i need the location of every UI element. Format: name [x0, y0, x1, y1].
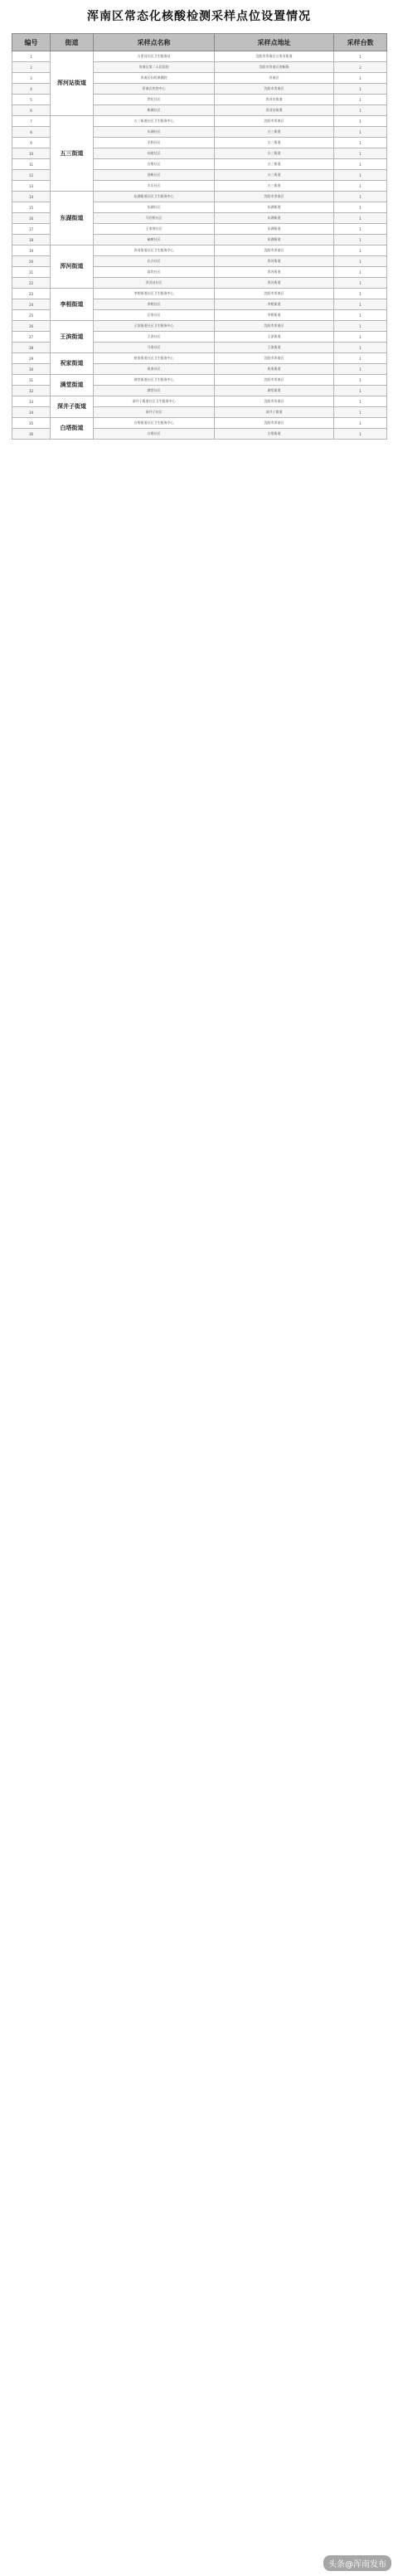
cell-site: 深井子社区: [94, 407, 215, 418]
cell-address: 东湖街道: [215, 213, 334, 224]
cell-address: 深井子街道: [215, 407, 334, 418]
cell-street: 东湖街道: [51, 192, 94, 245]
cell-address: 满堂街道: [215, 386, 334, 396]
cell-site: 创新社区: [94, 170, 215, 181]
cell-address: 五三街道: [215, 127, 334, 138]
cell-count: 1: [334, 418, 387, 429]
table-row: [12, 116, 387, 127]
cell-address: 浑南区: [215, 73, 334, 84]
cell-no: 25: [12, 310, 51, 321]
cell-address: 沈阳市浑南区: [215, 418, 334, 429]
cell-site: 祝家街道社区卫生服务中心: [94, 353, 215, 364]
cell-address: 沈阳市浑南区: [215, 396, 334, 407]
cell-street: 浑河街道: [51, 245, 94, 289]
cell-no: 4: [12, 84, 51, 95]
cell-site: 汪家社区: [94, 310, 215, 321]
cell-address: 沈阳市浑南区: [215, 289, 334, 299]
watermark-text: 头条@浑南发布: [328, 2560, 386, 2569]
table-row: [12, 353, 387, 364]
cell-site: 丰乐社区: [94, 181, 215, 192]
watermark: [323, 2555, 391, 2571]
table-body: [12, 51, 387, 440]
cell-no: 18: [12, 235, 51, 245]
cell-count: 1: [334, 289, 387, 299]
cell-site: 东湖街道社区卫生服务中心: [94, 192, 215, 202]
cell-no: 29: [12, 353, 51, 364]
cell-count: 1: [334, 299, 387, 310]
cell-address: 五三街道: [215, 181, 334, 192]
cell-no: 21: [12, 267, 51, 278]
cell-site: 满堂街道社区卫生服务中心: [94, 375, 215, 386]
cell-site: 东陵社区: [94, 148, 215, 159]
cell-no: 8: [12, 127, 51, 138]
table-row: [12, 375, 387, 386]
cell-site: 马家社区: [94, 343, 215, 353]
cell-no: 5: [12, 95, 51, 105]
cell-street: 浑河站街道: [51, 51, 94, 116]
cell-no: 22: [12, 278, 51, 289]
cell-count: 1: [334, 138, 387, 148]
cell-count: 1: [334, 375, 387, 386]
cell-count: 1: [334, 386, 387, 396]
table-row: [12, 192, 387, 202]
cell-count: 1: [334, 224, 387, 235]
cell-count: 2: [334, 62, 387, 73]
cell-site: 五里河社区卫生服务站: [94, 51, 215, 62]
cell-no: 23: [12, 289, 51, 299]
cell-address: 沈阳市浑南区: [215, 245, 334, 256]
cell-no: 34: [12, 407, 51, 418]
cell-no: 35: [12, 418, 51, 429]
cell-street: 深井子街道: [51, 396, 94, 418]
cell-no: 15: [12, 202, 51, 213]
cell-address: 五三街道: [215, 170, 334, 181]
cell-site: 浑南区妇幼保健院: [94, 73, 215, 84]
cell-address: 祝家街道: [215, 364, 334, 375]
cell-site: 浑河街道社区卫生服务中心: [94, 245, 215, 256]
cell-site: 李相社区: [94, 299, 215, 310]
cell-address: 浑河街道: [215, 267, 334, 278]
cell-site: 浑河站社区: [94, 278, 215, 289]
cell-address: 浑河站街道: [215, 95, 334, 105]
cell-no: 14: [12, 192, 51, 202]
cell-street: 满堂街道: [51, 375, 94, 396]
cell-site: 东湖社区: [94, 202, 215, 213]
cell-no: 36: [12, 429, 51, 440]
cell-count: 1: [334, 256, 387, 267]
cell-address: 浑河站街道: [215, 105, 334, 116]
cell-address: 沈阳市浑南区: [215, 116, 334, 127]
cell-address: 浑河街道: [215, 256, 334, 267]
cell-count: 1: [334, 116, 387, 127]
cell-site: 白塔社区: [94, 429, 215, 440]
cell-no: 20: [12, 256, 51, 267]
cell-no: 27: [12, 332, 51, 343]
cell-no: 16: [12, 213, 51, 224]
cell-site: 王滨街道社区卫生服务中心: [94, 321, 215, 332]
table-row: [12, 289, 387, 299]
page-title: 浑南区常态化核酸检测采样点位设置情况: [87, 10, 311, 23]
cell-count: 1: [334, 73, 387, 84]
cell-no: 6: [12, 105, 51, 116]
cell-street: 王滨街道: [51, 321, 94, 353]
cell-count: 1: [334, 213, 387, 224]
header-street: 街道: [51, 34, 94, 51]
cell-address: 东湖街道: [215, 202, 334, 213]
cell-site: 王滨社区: [94, 332, 215, 343]
header-address: 采样点地址: [215, 34, 334, 51]
cell-no: 17: [12, 224, 51, 235]
cell-no: 28: [12, 343, 51, 353]
header-no: 编号: [12, 34, 51, 51]
cell-street: 白塔街道: [51, 418, 94, 440]
cell-no: 31: [12, 375, 51, 386]
cell-address: 王滨街道: [215, 343, 334, 353]
cell-site: 白塔社区: [94, 159, 215, 170]
cell-site: 五三街道社区卫生服务中心: [94, 116, 215, 127]
cell-site: 王家湾社区: [94, 224, 215, 235]
cell-address: 沈阳市浑南区五里河街道: [215, 51, 334, 62]
cell-count: 1: [334, 353, 387, 364]
cell-no: 13: [12, 181, 51, 192]
cell-address: 王滨街道: [215, 332, 334, 343]
cell-street: 祝家街道: [51, 353, 94, 375]
cell-address: 沈阳市浑南区: [215, 375, 334, 386]
table-row: [12, 245, 387, 256]
cell-no: 24: [12, 299, 51, 310]
cell-count: 1: [334, 332, 387, 343]
cell-address: 东湖街道: [215, 224, 334, 235]
cell-site: 东湖社区: [94, 127, 215, 138]
cell-count: 1: [334, 278, 387, 289]
cell-no: 33: [12, 396, 51, 407]
cell-site: 长白社区: [94, 256, 215, 267]
cell-count: 1: [334, 235, 387, 245]
cell-site: 浑南区疾控中心: [94, 84, 215, 95]
cell-no: 30: [12, 364, 51, 375]
cell-no: 26: [12, 321, 51, 332]
cell-no: 32: [12, 386, 51, 396]
cell-no: 12: [12, 170, 51, 181]
cell-count: 1: [334, 321, 387, 332]
cell-count: 1: [334, 364, 387, 375]
cell-site: 深井子街道社区卫生服务中心: [94, 396, 215, 407]
cell-no: 3: [12, 73, 51, 84]
cell-address: 五三街道: [215, 159, 334, 170]
cell-site: 马官桥社区: [94, 213, 215, 224]
cell-address: 五三街道: [215, 148, 334, 159]
cell-address: 东湖街道: [215, 235, 334, 245]
cell-no: 2: [12, 62, 51, 73]
cell-site: 学府社区: [94, 138, 215, 148]
cell-count: 1: [334, 267, 387, 278]
cell-site: 满堂社区: [94, 386, 215, 396]
cell-count: 1: [334, 148, 387, 159]
cell-count: 1: [334, 84, 387, 95]
cell-address: 白塔街道: [215, 429, 334, 440]
cell-count: 1: [334, 202, 387, 213]
table-row: [12, 396, 387, 407]
sampling-site-table: [12, 33, 387, 440]
cell-no: 9: [12, 138, 51, 148]
cell-count: 1: [334, 159, 387, 170]
header-site: 采样点名称: [94, 34, 215, 51]
cell-count: 1: [334, 170, 387, 181]
cell-no: 1: [12, 51, 51, 62]
cell-address: 五三街道: [215, 138, 334, 148]
cell-address: 沈阳市浑南区: [215, 84, 334, 95]
cell-address: 浑河街道: [215, 278, 334, 289]
table-row: [12, 418, 387, 429]
cell-count: 1: [334, 343, 387, 353]
cell-street: 五三街道: [51, 116, 94, 192]
cell-count: 1: [334, 407, 387, 418]
table-header-row: [12, 34, 387, 51]
cell-site: 高坎社区: [94, 267, 215, 278]
cell-site: 祝家社区: [94, 364, 215, 375]
cell-address: 沈阳市浑南区: [215, 192, 334, 202]
cell-site: 白塔街道社区卫生服务中心: [94, 418, 215, 429]
cell-count: 1: [334, 245, 387, 256]
cell-count: 1: [334, 429, 387, 440]
cell-count: 1: [334, 95, 387, 105]
cell-count: 1: [334, 105, 387, 116]
cell-count: 1: [334, 51, 387, 62]
cell-address: 沈阳市浑南区创新路: [215, 62, 334, 73]
cell-site: 浑南区第二人民医院: [94, 62, 215, 73]
cell-site: 李相街道社区卫生服务中心: [94, 289, 215, 299]
cell-street: 李相街道: [51, 289, 94, 321]
cell-address: 李相街道: [215, 299, 334, 310]
cell-no: 10: [12, 148, 51, 159]
table-row: [12, 321, 387, 332]
cell-no: 19: [12, 245, 51, 256]
table-row: [12, 51, 387, 62]
cell-no: 7: [12, 116, 51, 127]
cell-count: 1: [334, 192, 387, 202]
cell-address: 沈阳市浑南区: [215, 321, 334, 332]
cell-count: 1: [334, 310, 387, 321]
cell-site: 榆树社区: [94, 235, 215, 245]
header-count: 采样台数: [334, 34, 387, 51]
cell-address: 李相街道: [215, 310, 334, 321]
cell-count: 1: [334, 181, 387, 192]
cell-site: 新城社区: [94, 105, 215, 116]
cell-site: 世纪社区: [94, 95, 215, 105]
cell-address: 沈阳市浑南区: [215, 353, 334, 364]
cell-no: 11: [12, 159, 51, 170]
cell-count: 1: [334, 127, 387, 138]
cell-count: 1: [334, 396, 387, 407]
